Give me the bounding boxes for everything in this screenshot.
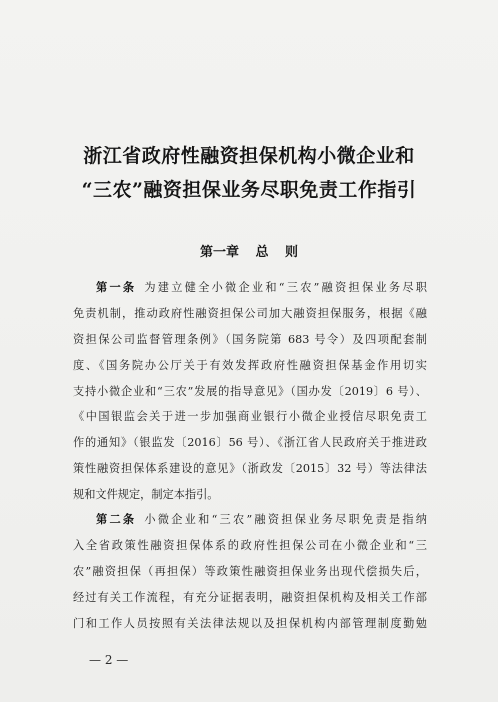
article-1-line-1 — [73, 275, 427, 301]
document-title-line-1: 浙江省政府性融资担保机构小微企业和 — [83, 145, 415, 167]
article-1-line-8: 策性融资担保体系建设的意见》（浙政发〔2015〕32 号）等法律法 — [73, 462, 427, 476]
article-2-line-5: 门和工作人员按照有关法律法规以及担保机构内部管理制度勤勉 — [73, 616, 427, 630]
article-2-label: 第二条 — [96, 512, 137, 526]
article-1-line-4: 度、《国务院办公厅关于有效发挥政府性融资担保基金作用切实 — [73, 358, 427, 372]
article-1-line-6: 《中国银监会关于进一步加强商业银行小微企业授信尽职免责工 — [73, 410, 427, 424]
article-1-line-5: 支持小微企业和“三农”发展的指导意见》（国办发〔2019〕6 号）、 — [73, 384, 427, 398]
document-title-line-2: “三农”融资担保业务尽职免责工作指引 — [81, 179, 417, 201]
article-2-line-1-text: 小微企业和“三农”融资担保业务尽职免责是指纳 — [144, 513, 427, 526]
article-2 — [73, 507, 427, 636]
article-1-line-2: 免责机制，推动政府性融资担保公司加大融资担保服务，根据《融 — [73, 306, 427, 320]
page-number: — 2 — — [89, 653, 129, 667]
chapter-heading: 第一章 总 则 — [199, 245, 299, 260]
article-1-line-3: 资担保公司监督管理条例》（国务院第 683 号令）及四项配套制 — [73, 332, 427, 346]
article-2-line-4: 经过有关工作流程，有充分证据表明，融资担保机构及相关工作部 — [73, 590, 427, 604]
article-1-line-9: 规和文件规定，制定本指引。 — [73, 488, 219, 502]
article-1-line-1-text: 为建立健全小微企业和“三农”融资担保业务尽职 — [144, 281, 427, 294]
article-1 — [73, 275, 427, 508]
article-2-line-2: 入全省政策性融资担保体系的政府性担保公司在小微企业和“三 — [73, 538, 427, 552]
article-1-label: 第一条 — [96, 280, 137, 294]
article-1-line-7: 作的通知》（银监发〔2016〕56 号）、《浙江省人民政府关于推进政 — [73, 436, 427, 450]
article-2-line-3: 农”融资担保（再担保）等政策性融资担保业务出现代偿损失后， — [73, 564, 427, 578]
article-2-line-1 — [73, 507, 427, 533]
